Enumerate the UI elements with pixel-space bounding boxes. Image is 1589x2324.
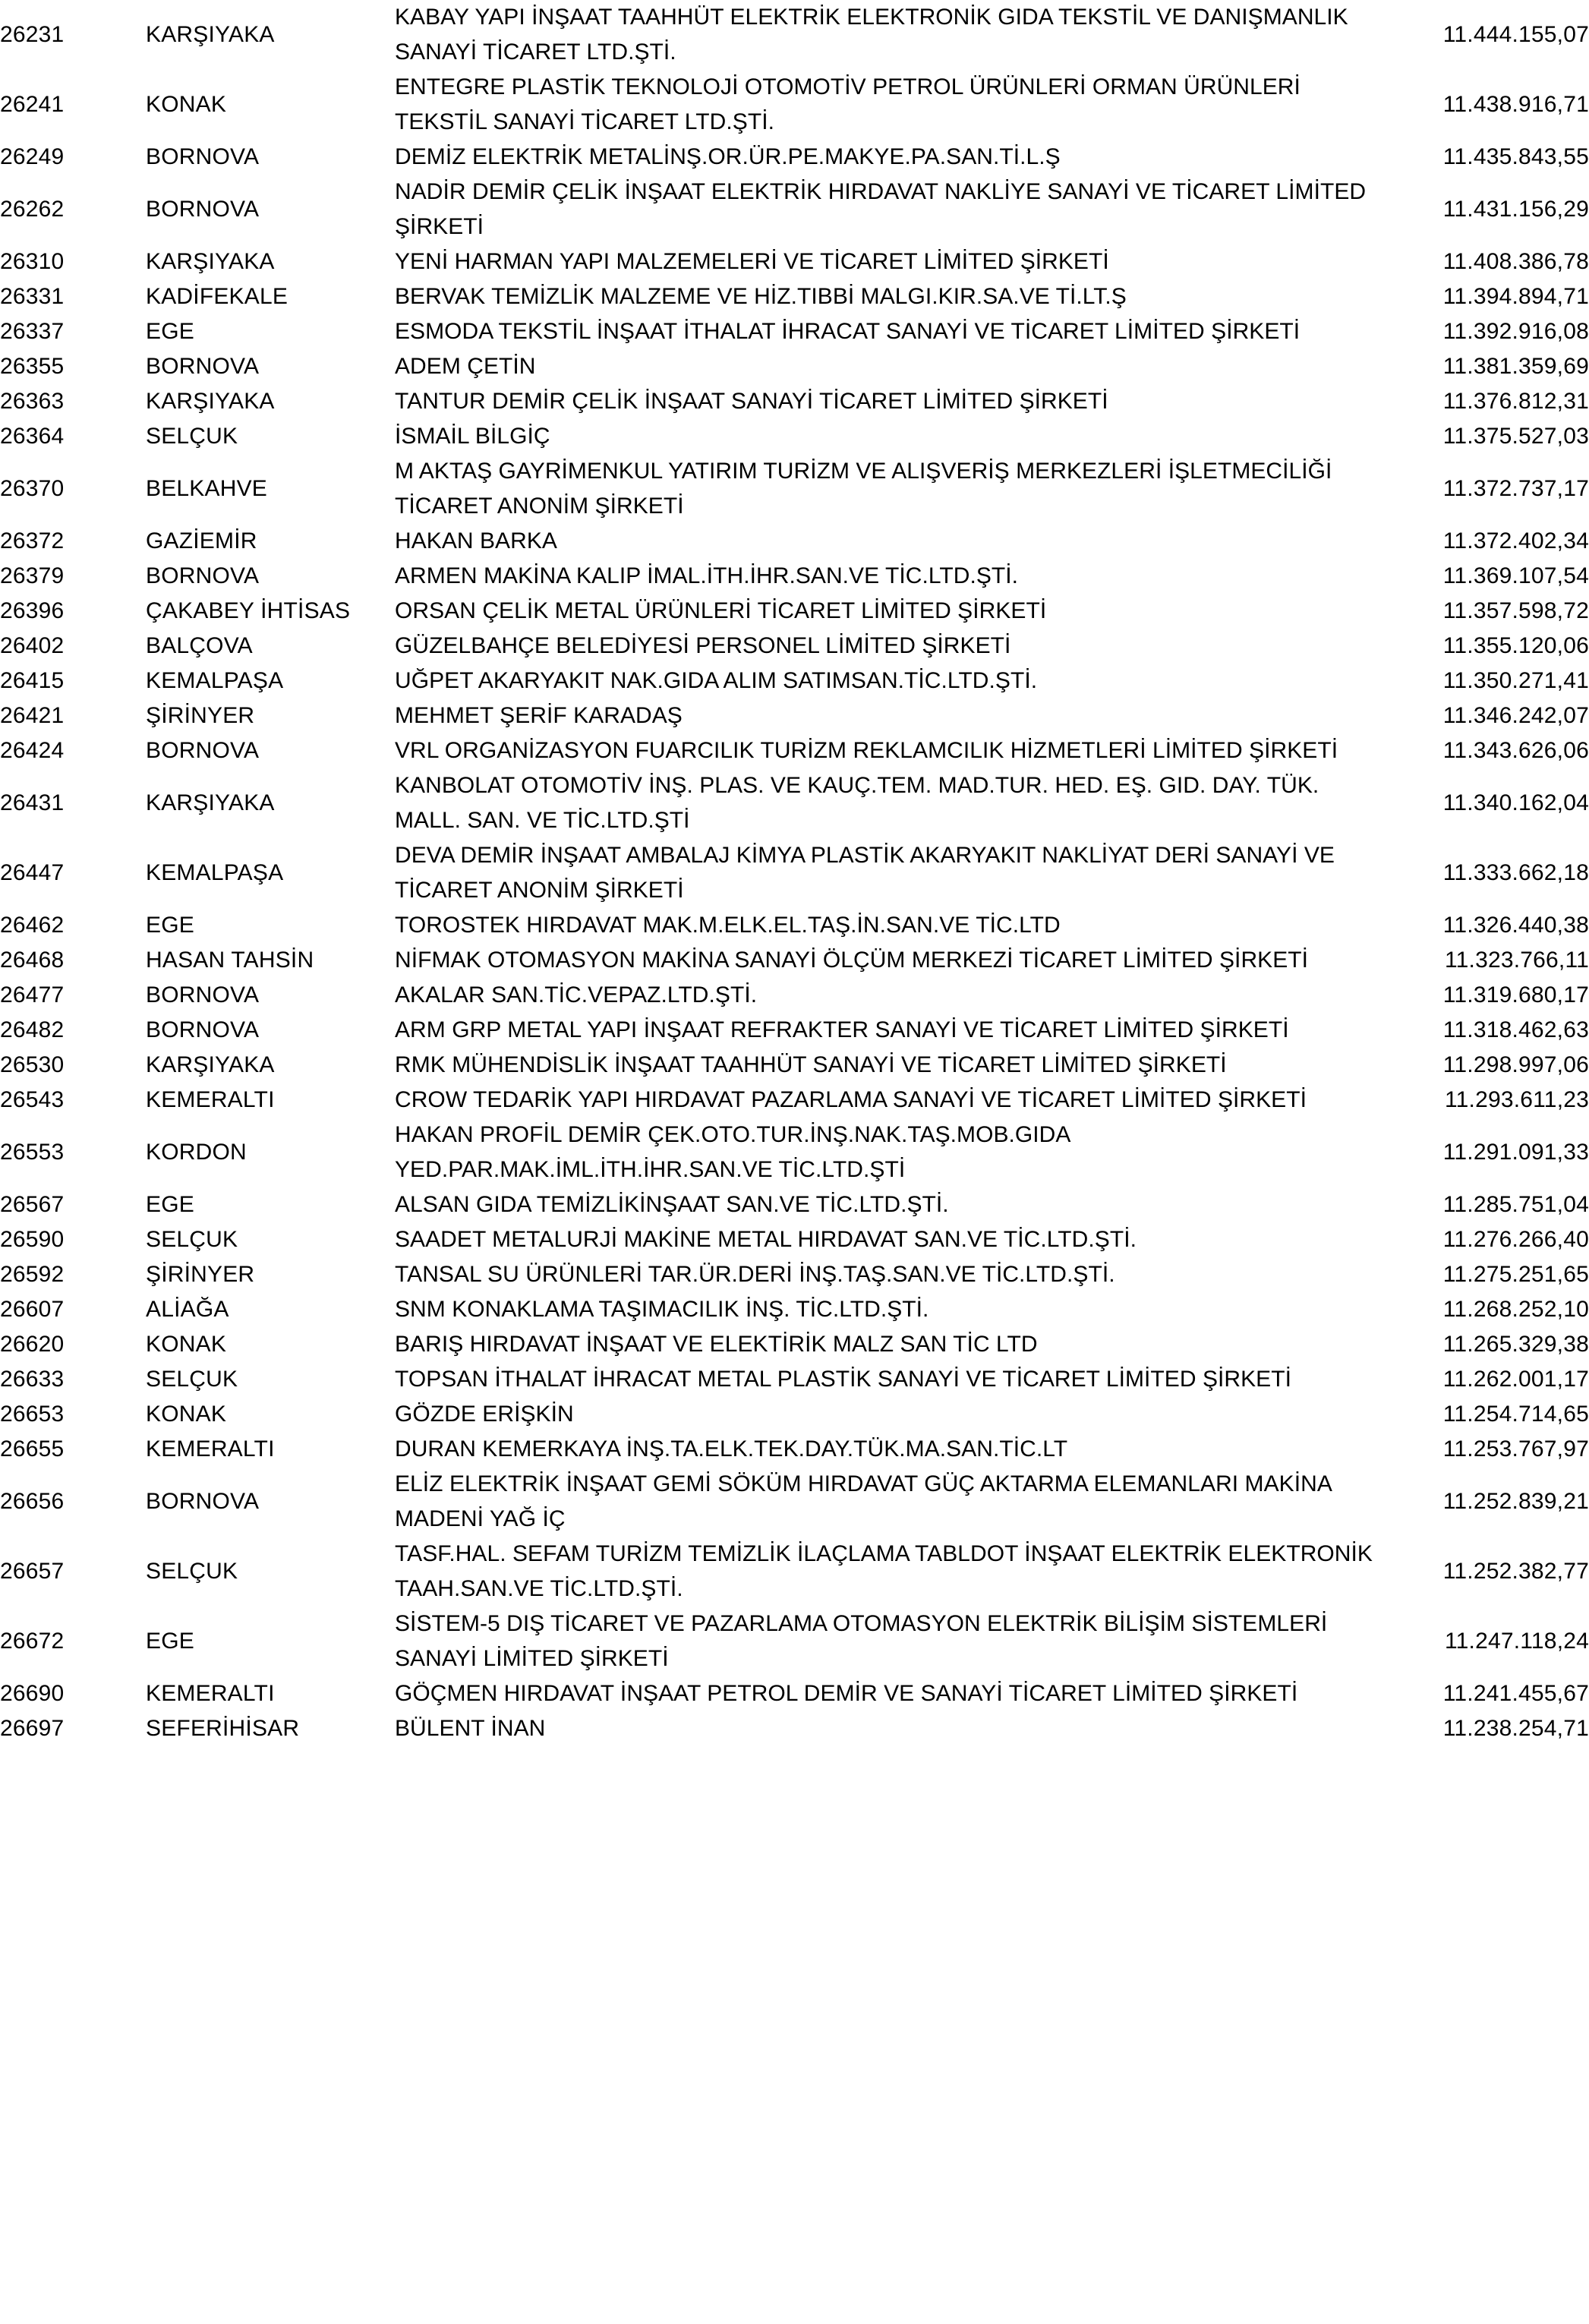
row-id-cell: 26607 xyxy=(0,1297,65,1322)
row-amount-cell: 11.262.001,17 xyxy=(1442,1367,1589,1392)
row-company-name-cell: ARMEN MAKİNA KALIP İMAL.İTH.İHR.SAN.VE TİC.LTD.ŞTİ. xyxy=(395,563,1019,588)
row-amount-cell: 11.392.916,08 xyxy=(1442,319,1589,344)
row-district-cell: BALÇOVA xyxy=(146,633,253,658)
row-company-name-cell: NADİR DEMİR ÇELİK İNŞAAT ELEKTRİK HIRDAVAT NAKLİYE SANAYİ VE TİCARET LİMİTED ŞİRKETİ xyxy=(395,179,1367,239)
table-row xyxy=(0,733,1589,768)
row-id-cell: 26431 xyxy=(0,790,65,815)
row-company-name-cell: VRL ORGANİZASYON FUARCILIK TURİZM REKLAMCILIK HİZMETLERİ LİMİTED ŞİRKETİ xyxy=(395,738,1338,763)
table-row xyxy=(0,1432,1589,1467)
row-district-cell: KONAK xyxy=(146,1402,227,1427)
row-amount-cell: 11.268.252,10 xyxy=(1442,1297,1589,1322)
row-id-cell: 26231 xyxy=(0,22,65,47)
row-district-cell: KEMERALTI xyxy=(146,1087,275,1112)
row-id-cell: 26355 xyxy=(0,354,65,379)
row-amount-cell: 11.343.626,06 xyxy=(1442,738,1589,763)
table-row xyxy=(0,1327,1589,1362)
row-company-name-cell: HAKAN PROFİL DEMİR ÇEK.OTO.TUR.İNŞ.NAK.TAŞ.MOB.GIDA YED.PAR.MAK.İML.İTH.İHR.SAN.VE TİC.LTD.ŞTİ xyxy=(395,1122,1070,1182)
row-company-name-cell: GÜZELBAHÇE BELEDİYESİ PERSONEL LİMİTED ŞİRKETİ xyxy=(395,633,1011,658)
table-row xyxy=(0,1676,1589,1711)
row-id-cell: 26241 xyxy=(0,92,65,117)
row-amount-cell: 11.350.271,41 xyxy=(1442,668,1589,693)
row-district-cell: BORNOVA xyxy=(146,738,260,763)
row-district-cell: ŞİRİNYER xyxy=(146,1262,255,1287)
table-row xyxy=(0,349,1589,384)
row-company-name-cell: DEVA DEMİR İNŞAAT AMBALAJ KİMYA PLASTİK AKARYAKIT NAKLİYAT DERİ SANAYİ VE TİCARET ANONİM ŞİRKETİ xyxy=(395,843,1335,903)
row-id-cell: 26656 xyxy=(0,1489,65,1514)
table-row xyxy=(0,1083,1589,1118)
row-amount-cell: 11.238.254,71 xyxy=(1442,1716,1589,1741)
table-row xyxy=(0,140,1589,175)
row-district-cell: BORNOVA xyxy=(146,144,260,169)
row-district-cell: SELÇUK xyxy=(146,1227,238,1252)
row-amount-cell: 11.285.751,04 xyxy=(1442,1192,1589,1217)
row-company-name-cell: ORSAN ÇELİK METAL ÜRÜNLERİ TİCARET LİMİTED ŞİRKETİ xyxy=(395,598,1047,623)
row-company-name-cell: RMK MÜHENDİSLİK İNŞAAT TAAHHÜT SANAYİ VE TİCARET LİMİTED ŞİRKETİ xyxy=(395,1052,1227,1077)
table-row xyxy=(0,314,1589,349)
table-row xyxy=(0,419,1589,454)
row-amount-cell: 11.291.091,33 xyxy=(1442,1140,1589,1165)
row-district-cell: EGE xyxy=(146,319,194,344)
row-company-name-cell: İSMAİL BİLGİÇ xyxy=(395,424,550,449)
row-district-cell: KORDON xyxy=(146,1140,247,1165)
row-company-name-cell: TASF.HAL. SEFAM TURİZM TEMİZLİK İLAÇLAMA TABLDOT İNŞAAT ELEKTRİK ELEKTRONİK TAAH.SAN.VE TİC.LTD.ŞTİ. xyxy=(395,1541,1373,1601)
row-company-name-cell: GÖZDE ERİŞKİN xyxy=(395,1402,574,1427)
row-amount-cell: 11.431.156,29 xyxy=(1442,197,1589,222)
row-company-name-cell: DEMİZ ELEKTRİK METALİNŞ.OR.ÜR.PE.MAKYE.PA.SAN.Tİ.L.Ş xyxy=(395,144,1061,169)
row-company-name-cell: ADEM ÇETİN xyxy=(395,354,536,379)
row-company-name-cell: BÜLENT İNAN xyxy=(395,1716,546,1741)
table-row xyxy=(0,838,1589,908)
row-company-name-cell: TOROSTEK HIRDAVAT MAK.M.ELK.EL.TAŞ.İN.SAN.VE TİC.LTD xyxy=(395,913,1061,938)
row-amount-cell: 11.254.714,65 xyxy=(1442,1402,1589,1427)
row-company-name-cell: KANBOLAT OTOMOTİV İNŞ. PLAS. VE KAUÇ.TEM. MAD.TUR. HED. EŞ. GID. DAY. TÜK. MALL. SAN. VE TİC.LTD.ŞTİ xyxy=(395,773,1319,833)
row-id-cell: 26370 xyxy=(0,476,65,501)
row-amount-cell: 11.275.251,65 xyxy=(1442,1262,1589,1287)
row-amount-cell: 11.372.402,34 xyxy=(1442,528,1589,553)
table-row xyxy=(0,175,1589,244)
row-company-name-cell: HAKAN BARKA xyxy=(395,528,557,553)
row-district-cell: ÇAKABEY İHTİSAS xyxy=(146,598,351,623)
table-row xyxy=(0,943,1589,978)
row-district-cell: BORNOVA xyxy=(146,1489,260,1514)
row-company-name-cell: ALSAN GIDA TEMİZLİKİNŞAAT SAN.VE TİC.LTD.ŞTİ. xyxy=(395,1192,949,1217)
table-row xyxy=(0,664,1589,698)
row-district-cell: KEMERALTI xyxy=(146,1681,275,1706)
row-district-cell: SELÇUK xyxy=(146,1367,238,1392)
table-row xyxy=(0,559,1589,594)
row-amount-cell: 11.438.916,71 xyxy=(1442,92,1589,117)
row-id-cell: 26657 xyxy=(0,1559,65,1584)
row-id-cell: 26543 xyxy=(0,1087,65,1112)
table-row xyxy=(0,244,1589,279)
row-id-cell: 26249 xyxy=(0,144,65,169)
row-id-cell: 26379 xyxy=(0,563,65,588)
row-id-cell: 26653 xyxy=(0,1402,65,1427)
row-district-cell: KADİFEKALE xyxy=(146,284,288,309)
table-row xyxy=(0,1711,1589,1746)
row-district-cell: EGE xyxy=(146,1629,194,1654)
table-row xyxy=(0,1607,1589,1676)
row-company-name-cell: SİSTEM-5 DIŞ TİCARET VE PAZARLAMA OTOMASYON ELEKTRİK BİLİŞİM SİSTEMLERİ SANAYİ LİMİTED ŞİRKETİ xyxy=(395,1611,1328,1671)
row-district-cell: BORNOVA xyxy=(146,563,260,588)
table-row xyxy=(0,1362,1589,1397)
row-amount-cell: 11.333.662,18 xyxy=(1442,860,1589,885)
row-amount-cell: 11.376.812,31 xyxy=(1442,389,1589,414)
row-id-cell: 26690 xyxy=(0,1681,65,1706)
row-amount-cell: 11.408.386,78 xyxy=(1442,249,1589,274)
table-row xyxy=(0,384,1589,419)
row-id-cell: 26482 xyxy=(0,1017,65,1042)
table-row xyxy=(0,0,1589,70)
row-amount-cell: 11.346.242,07 xyxy=(1442,703,1589,728)
table-row xyxy=(0,594,1589,629)
table-row xyxy=(0,1397,1589,1432)
row-company-name-cell: NİFMAK OTOMASYON MAKİNA SANAYİ ÖLÇÜM MERKEZİ TİCARET LİMİTED ŞİRKETİ xyxy=(395,948,1309,973)
row-id-cell: 26424 xyxy=(0,738,65,763)
row-id-cell: 26530 xyxy=(0,1052,65,1077)
row-district-cell: SELÇUK xyxy=(146,1559,238,1584)
row-amount-cell: 11.375.527,03 xyxy=(1442,424,1589,449)
row-district-cell: KEMERALTI xyxy=(146,1436,275,1462)
row-company-name-cell: CROW TEDARİK YAPI HIRDAVAT PAZARLAMA SANAYİ VE TİCARET LİMİTED ŞİRKETİ xyxy=(395,1087,1307,1112)
row-district-cell: BORNOVA xyxy=(146,354,260,379)
table-row xyxy=(0,70,1589,140)
table-row xyxy=(0,454,1589,524)
table-row xyxy=(0,1118,1589,1187)
row-id-cell: 26462 xyxy=(0,913,65,938)
row-id-cell: 26262 xyxy=(0,197,65,222)
row-amount-cell: 11.253.767,97 xyxy=(1442,1436,1589,1462)
row-amount-cell: 11.435.843,55 xyxy=(1442,144,1589,169)
row-id-cell: 26468 xyxy=(0,948,65,973)
row-amount-cell: 11.276.266,40 xyxy=(1442,1227,1589,1252)
row-id-cell: 26310 xyxy=(0,249,65,274)
row-amount-cell: 11.265.329,38 xyxy=(1442,1332,1589,1357)
row-amount-cell: 11.357.598,72 xyxy=(1442,598,1589,623)
row-company-name-cell: BERVAK TEMİZLİK MALZEME VE HİZ.TIBBİ MALGI.KIR.SA.VE Tİ.LT.Ş xyxy=(395,284,1127,309)
row-amount-cell: 11.381.359,69 xyxy=(1442,354,1589,379)
table-row xyxy=(0,978,1589,1013)
row-amount-cell: 11.355.120,06 xyxy=(1442,633,1589,658)
table-row xyxy=(0,1048,1589,1083)
row-company-name-cell: TOPSAN İTHALAT İHRACAT METAL PLASTİK SANAYİ VE TİCARET LİMİTED ŞİRKETİ xyxy=(395,1367,1291,1392)
row-district-cell: EGE xyxy=(146,1192,194,1217)
row-company-name-cell: MEHMET ŞERİF KARADAŞ xyxy=(395,703,683,728)
row-company-name-cell: AKALAR SAN.TİC.VEPAZ.LTD.ŞTİ. xyxy=(395,982,758,1007)
row-district-cell: SEFERİHİSAR xyxy=(146,1716,300,1741)
table-row xyxy=(0,1292,1589,1327)
table-row xyxy=(0,1013,1589,1048)
row-id-cell: 26363 xyxy=(0,389,65,414)
row-district-cell: KEMALPAŞA xyxy=(146,668,284,693)
row-id-cell: 26592 xyxy=(0,1262,65,1287)
row-amount-cell: 11.323.766,11 xyxy=(1445,948,1589,973)
row-id-cell: 26590 xyxy=(0,1227,65,1252)
row-id-cell: 26697 xyxy=(0,1716,65,1741)
row-id-cell: 26620 xyxy=(0,1332,65,1357)
row-id-cell: 26477 xyxy=(0,982,65,1007)
row-district-cell: KARŞIYAKA xyxy=(146,249,275,274)
row-company-name-cell: ENTEGRE PLASTİK TEKNOLOJİ OTOMOTİV PETROL ÜRÜNLERİ ORMAN ÜRÜNLERİ TEKSTİL SANAYİ TİCARET LTD.ŞTİ. xyxy=(395,74,1301,134)
row-amount-cell: 11.252.839,21 xyxy=(1442,1489,1589,1514)
row-id-cell: 26331 xyxy=(0,284,65,309)
table-row xyxy=(0,1537,1589,1607)
row-district-cell: GAZİEMİR xyxy=(146,528,257,553)
row-company-name-cell: KABAY YAPI İNŞAAT TAAHHÜT ELEKTRİK ELEKTRONİK GIDA TEKSTİL VE DANIŞMANLIK SANAYİ TİCARET LTD.ŞTİ. xyxy=(395,5,1348,65)
row-district-cell: EGE xyxy=(146,913,194,938)
row-district-cell: ALİAĞA xyxy=(146,1297,229,1322)
row-amount-cell: 11.340.162,04 xyxy=(1442,790,1589,815)
table-row xyxy=(0,1187,1589,1222)
row-amount-cell: 11.298.997,06 xyxy=(1442,1052,1589,1077)
table-row xyxy=(0,1222,1589,1257)
row-id-cell: 26567 xyxy=(0,1192,65,1217)
row-company-name-cell: ARM GRP METAL YAPI İNŞAAT REFRAKTER SANAYİ VE TİCARET LİMİTED ŞİRKETİ xyxy=(395,1017,1289,1042)
row-district-cell: BORNOVA xyxy=(146,982,260,1007)
row-company-name-cell: YENİ HARMAN YAPI MALZEMELERİ VE TİCARET LİMİTED ŞİRKETİ xyxy=(395,249,1109,274)
row-district-cell: KARŞIYAKA xyxy=(146,1052,275,1077)
row-amount-cell: 11.372.737,17 xyxy=(1442,476,1589,501)
row-company-name-cell: ELİZ ELEKTRİK İNŞAAT GEMİ SÖKÜM HIRDAVAT GÜÇ AKTARMA ELEMANLARI MAKİNA MADENİ YAĞ İÇ xyxy=(395,1471,1332,1531)
row-amount-cell: 11.319.680,17 xyxy=(1442,982,1589,1007)
row-company-name-cell: UĞPET AKARYAKIT NAK.GIDA ALIM SATIMSAN.TİC.LTD.ŞTİ. xyxy=(395,668,1038,693)
row-id-cell: 26655 xyxy=(0,1436,65,1462)
row-id-cell: 26402 xyxy=(0,633,65,658)
row-company-name-cell: SAADET METALURJİ MAKİNE METAL HIRDAVAT SAN.VE TİC.LTD.ŞTİ. xyxy=(395,1227,1137,1252)
row-district-cell: BORNOVA xyxy=(146,1017,260,1042)
table-row xyxy=(0,524,1589,559)
row-district-cell: BELKAHVE xyxy=(146,476,268,501)
table-row xyxy=(0,908,1589,943)
row-id-cell: 26396 xyxy=(0,598,65,623)
row-company-name-cell: TANSAL SU ÜRÜNLERİ TAR.ÜR.DERİ İNŞ.TAŞ.SAN.VE TİC.LTD.ŞTİ. xyxy=(395,1262,1115,1287)
row-id-cell: 26415 xyxy=(0,668,65,693)
row-id-cell: 26553 xyxy=(0,1140,65,1165)
row-amount-cell: 11.394.894,71 xyxy=(1442,284,1589,309)
row-amount-cell: 11.326.440,38 xyxy=(1442,913,1589,938)
row-id-cell: 26672 xyxy=(0,1629,65,1654)
row-amount-cell: 11.241.455,67 xyxy=(1442,1681,1589,1706)
table-row xyxy=(0,1257,1589,1292)
table-row xyxy=(0,1467,1589,1537)
row-id-cell: 26633 xyxy=(0,1367,65,1392)
row-amount-cell: 11.444.155,07 xyxy=(1442,22,1589,47)
row-id-cell: 26372 xyxy=(0,528,65,553)
row-company-name-cell: GÖÇMEN HIRDAVAT İNŞAAT PETROL DEMİR VE SANAYİ TİCARET LİMİTED ŞİRKETİ xyxy=(395,1681,1298,1706)
row-amount-cell: 11.293.611,23 xyxy=(1445,1087,1589,1112)
row-id-cell: 26364 xyxy=(0,424,65,449)
table-row xyxy=(0,279,1589,314)
row-district-cell: ŞİRİNYER xyxy=(146,703,255,728)
row-amount-cell: 11.318.462,63 xyxy=(1442,1017,1589,1042)
row-district-cell: KONAK xyxy=(146,92,227,117)
row-district-cell: KEMALPAŞA xyxy=(146,860,284,885)
row-company-name-cell: TANTUR DEMİR ÇELİK İNŞAAT SANAYİ TİCARET LİMİTED ŞİRKETİ xyxy=(395,389,1108,414)
row-amount-cell: 11.252.382,77 xyxy=(1442,1559,1589,1584)
row-id-cell: 26447 xyxy=(0,860,65,885)
row-district-cell: BORNOVA xyxy=(146,197,260,222)
row-id-cell: 26337 xyxy=(0,319,65,344)
row-district-cell: SELÇUK xyxy=(146,424,238,449)
row-district-cell: KARŞIYAKA xyxy=(146,389,275,414)
row-company-name-cell: SNM KONAKLAMA TAŞIMACILIK İNŞ. TİC.LTD.ŞTİ. xyxy=(395,1297,929,1322)
row-company-name-cell: M AKTAŞ GAYRİMENKUL YATIRIM TURİZM VE ALIŞVERİŞ MERKEZLERİ İŞLETMECİLİĞİ TİCARET ANONİM ŞİRKETİ xyxy=(395,459,1332,519)
row-district-cell: KARŞIYAKA xyxy=(146,790,275,815)
row-district-cell: KARŞIYAKA xyxy=(146,22,275,47)
row-id-cell: 26421 xyxy=(0,703,65,728)
row-company-name-cell: ESMODA TEKSTİL İNŞAAT İTHALAT İHRACAT SANAYİ VE TİCARET LİMİTED ŞİRKETİ xyxy=(395,319,1301,344)
row-amount-cell: 11.247.118,24 xyxy=(1445,1629,1589,1654)
row-company-name-cell: DURAN KEMERKAYA İNŞ.TA.ELK.TEK.DAY.TÜK.MA.SAN.TİC.LT xyxy=(395,1436,1068,1462)
table-row xyxy=(0,698,1589,733)
row-district-cell: HASAN TAHSİN xyxy=(146,948,314,973)
table-row xyxy=(0,629,1589,664)
row-company-name-cell: BARIŞ HIRDAVAT İNŞAAT VE ELEKTİRİK MALZ SAN TİC LTD xyxy=(395,1332,1038,1357)
row-district-cell: KONAK xyxy=(146,1332,227,1357)
row-amount-cell: 11.369.107,54 xyxy=(1442,563,1589,588)
table-row xyxy=(0,768,1589,838)
